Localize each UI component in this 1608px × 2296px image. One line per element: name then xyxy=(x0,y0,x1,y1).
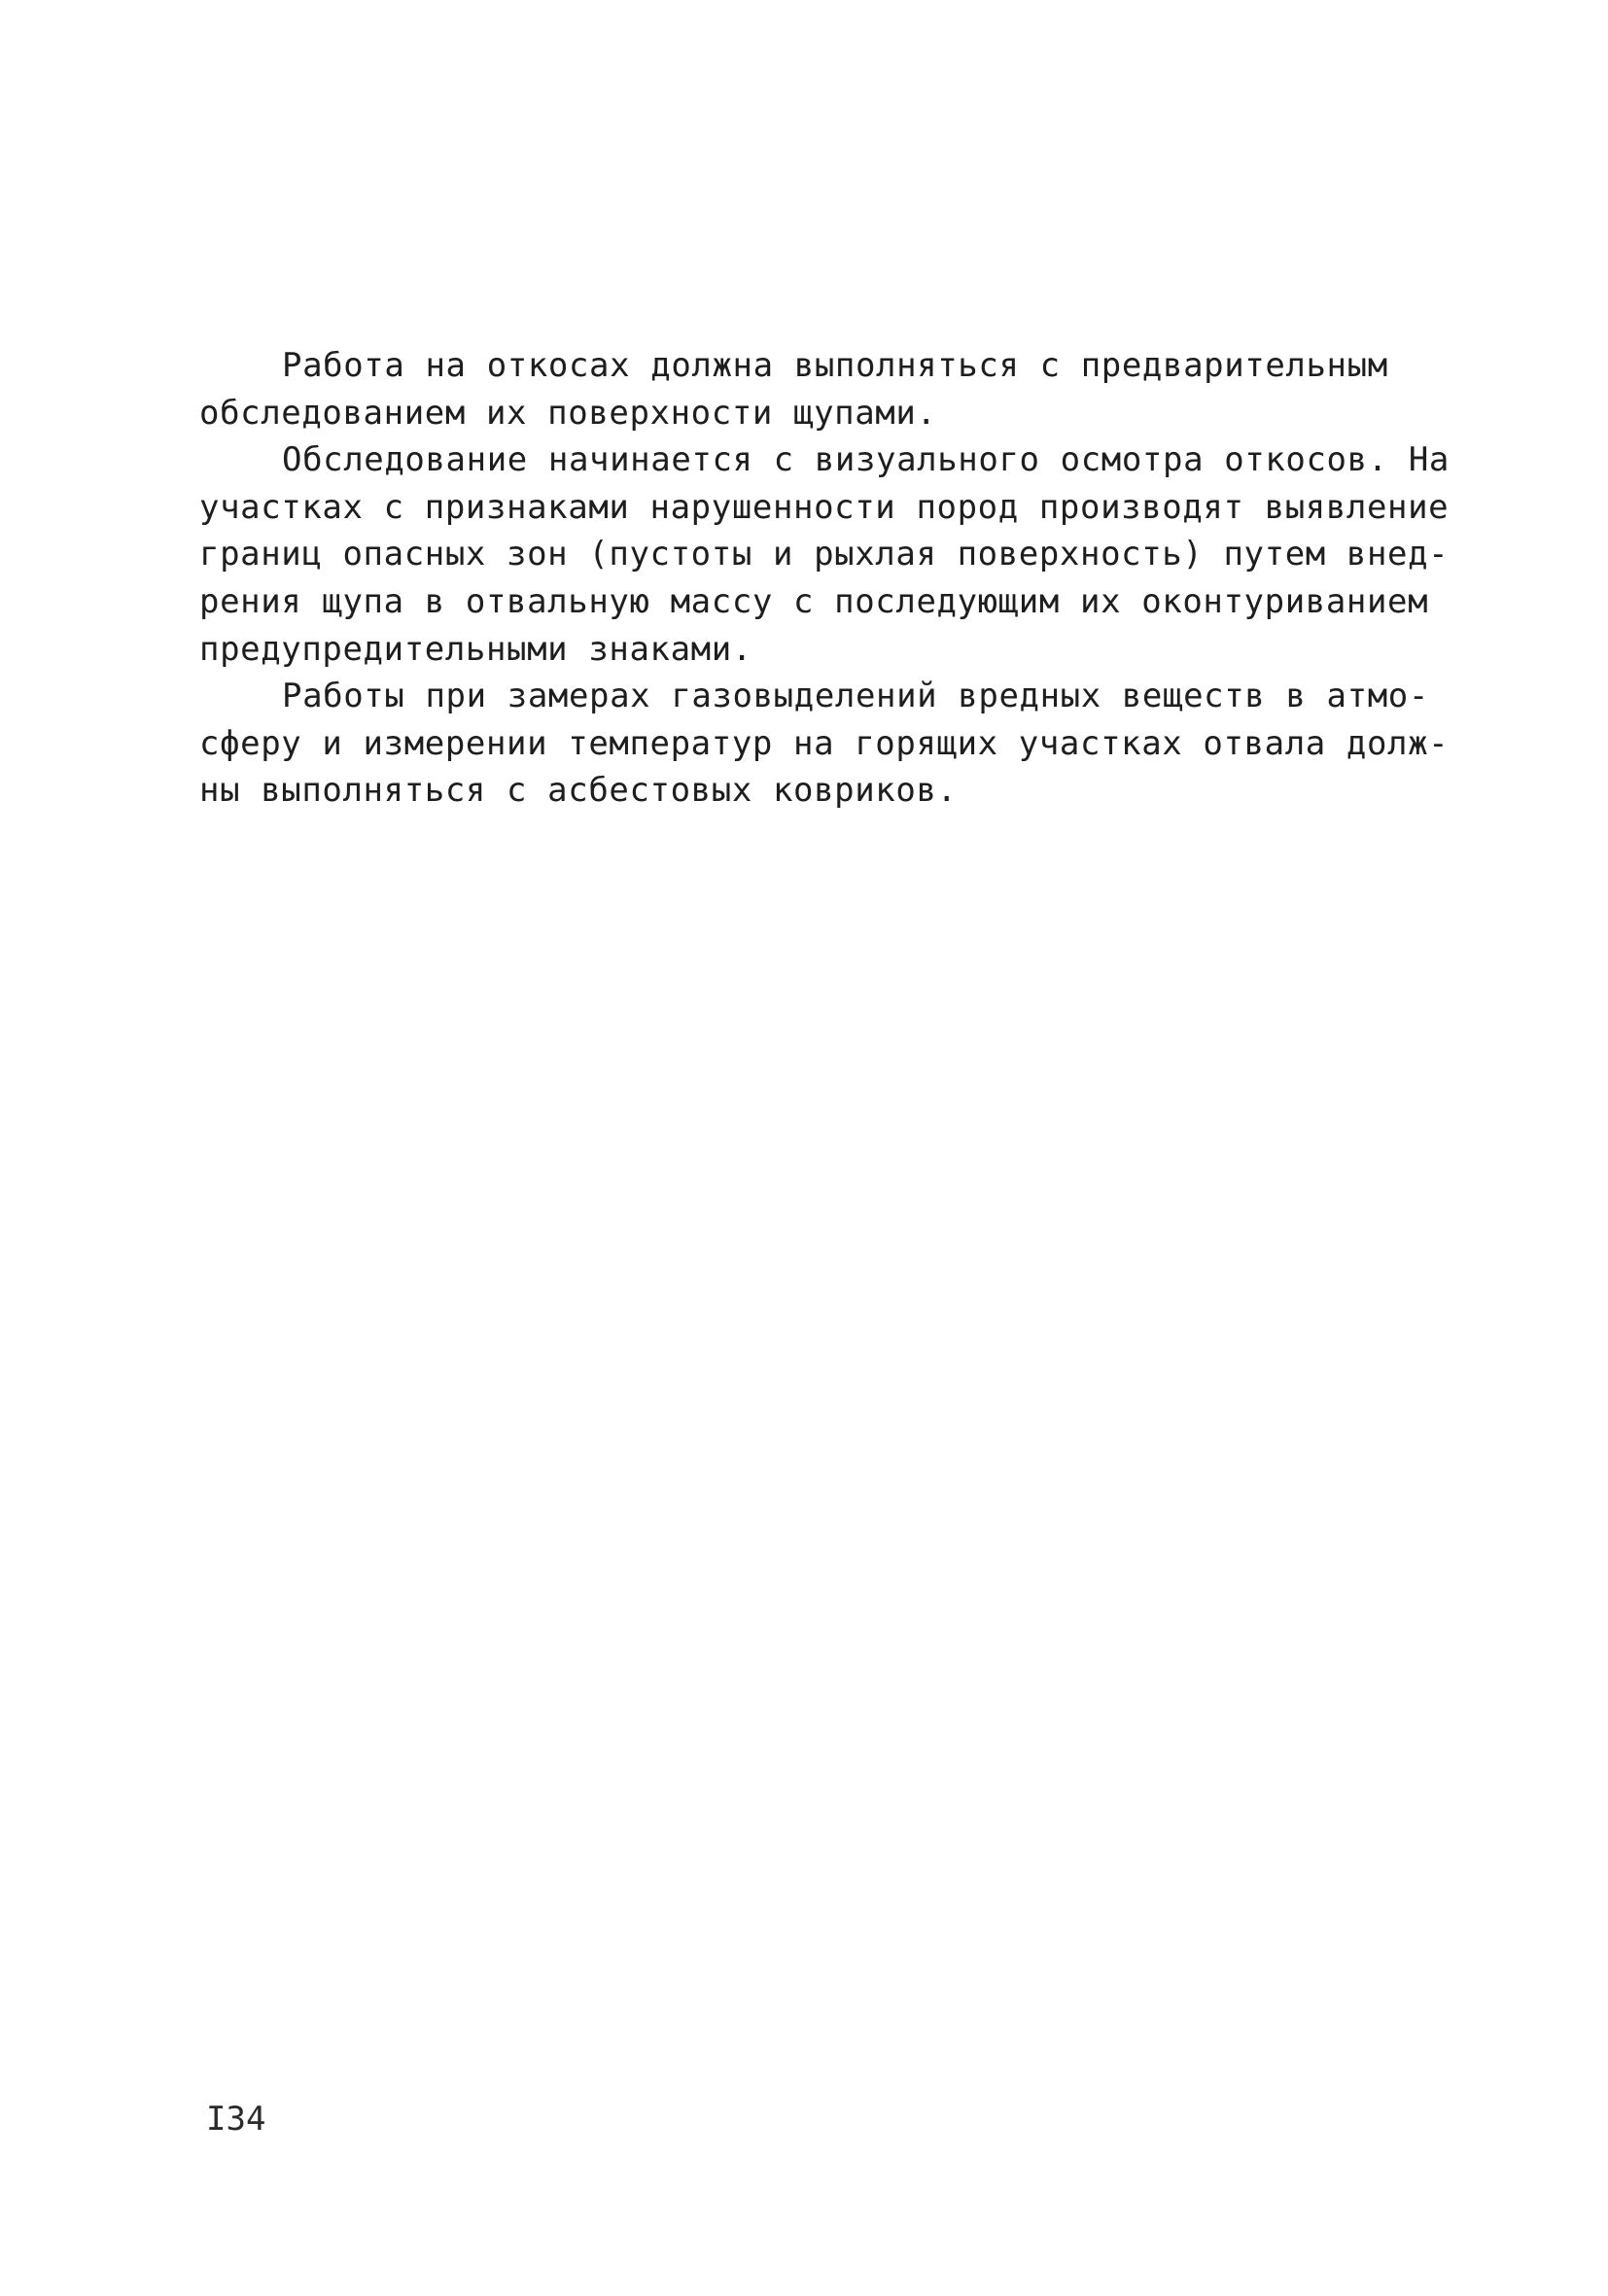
text-line: рения щупа в отвальную массу с последующим их оконтуриванием xyxy=(199,581,1429,621)
text-line: обследованием их поверхности щупами. xyxy=(199,393,937,433)
paragraph-2 xyxy=(199,436,1450,673)
text-line: границ опасных зон (пустоты и рыхлая поверхность) путем внед- xyxy=(199,535,1450,574)
text-line: предупредительными знаками. xyxy=(199,629,752,669)
text-line: Обследование начинается с визуального осмотра откосов. На xyxy=(282,440,1450,480)
page-number: I34 xyxy=(206,2100,266,2139)
body-text xyxy=(199,342,1450,815)
text-line: Работы при замерах газовыделений вредных веществ в атмо- xyxy=(282,677,1429,716)
paragraph-3 xyxy=(199,673,1450,815)
text-line: Работа на откосах должна выполняться с предварительным xyxy=(282,346,1388,385)
text-line: ны выполняться с асбестовых ковриков. xyxy=(199,771,958,811)
text-line: участках с признаками нарушенности пород производят выявление xyxy=(199,487,1450,527)
text-line: сферу и измерении температур на горящих участках отвала долж- xyxy=(199,723,1450,763)
paragraph-1 xyxy=(199,342,1405,436)
